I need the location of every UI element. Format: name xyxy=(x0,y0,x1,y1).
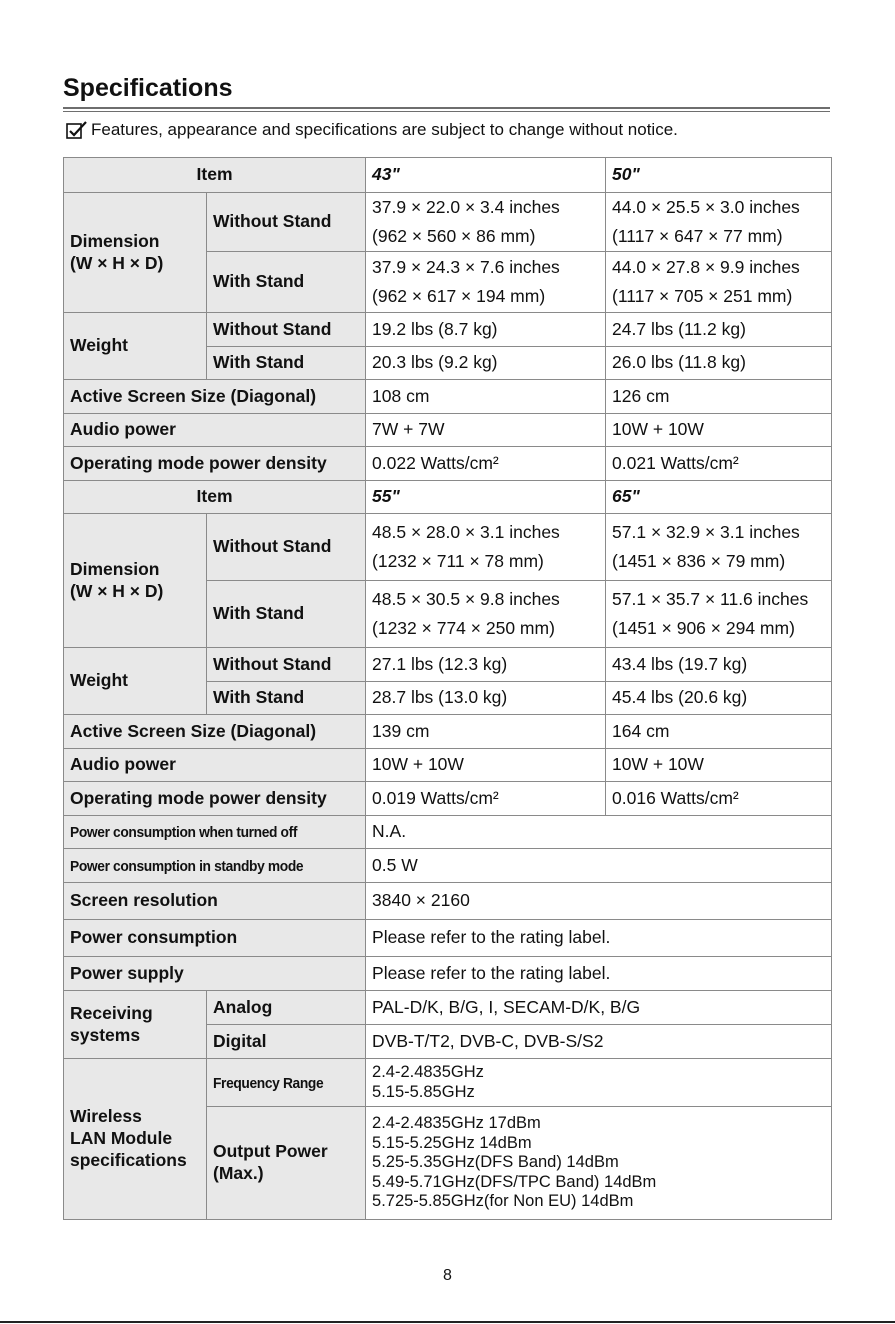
receiving-label: Receiving systems xyxy=(64,991,207,1059)
active-screen-43: 108 cm xyxy=(366,380,606,414)
output-power-value: 2.4-2.4835GHz 17dBm 5.15-5.25GHz 14dBm 5.25-5.35GHz(DFS Band) 14dBm 5.49-5.71GHz(DFS/TPC Band) 14dBm 5.725-5.85GHz(for Non EU) 14dBm xyxy=(366,1107,832,1220)
table-row xyxy=(64,816,832,849)
dim-without-55: 48.5 × 28.0 × 3.1 inches (1232 × 711 × 78 mm) xyxy=(366,514,606,581)
table-row xyxy=(64,920,832,957)
without-stand-label: Without Stand xyxy=(207,514,366,581)
weight-without-65: 43.4 lbs (19.7 kg) xyxy=(606,648,832,682)
table-row xyxy=(64,158,832,193)
size-65: 65" xyxy=(612,486,640,507)
weight-label: Weight xyxy=(64,648,207,715)
table-row xyxy=(64,648,832,682)
digital-label: Digital xyxy=(207,1025,366,1059)
audio-power-50: 10W + 10W xyxy=(606,414,832,447)
title-rule-thin xyxy=(63,111,830,112)
frequency-range-label: Frequency Range xyxy=(213,1074,324,1092)
weight-without-55: 27.1 lbs (12.3 kg) xyxy=(366,648,606,682)
power-off-value: N.A. xyxy=(366,816,832,849)
power-supply-label: Power supply xyxy=(64,957,366,991)
screen-resolution-value: 3840 × 2160 xyxy=(366,883,832,920)
table-row xyxy=(64,193,832,252)
power-standby-label: Power consumption in standby mode xyxy=(70,857,304,875)
audio-power-55: 10W + 10W xyxy=(366,749,606,782)
audio-power-label: Audio power xyxy=(64,414,366,447)
digital-value: DVB-T/T2, DVB-C, DVB-S/S2 xyxy=(366,1025,832,1059)
table-row xyxy=(64,782,832,816)
active-screen-label: Active Screen Size (Diagonal) xyxy=(64,715,366,749)
active-screen-65: 164 cm xyxy=(606,715,832,749)
notice xyxy=(66,120,678,140)
weight-without-43: 19.2 lbs (8.7 kg) xyxy=(366,313,606,347)
table-row xyxy=(64,447,832,481)
frequency-range-value: 2.4-2.4835GHz 5.15-5.85GHz xyxy=(366,1059,832,1107)
item-header: Item xyxy=(64,481,366,514)
without-stand-label: Without Stand xyxy=(207,648,366,682)
with-stand-label: With Stand xyxy=(207,347,366,380)
table-row xyxy=(64,883,832,920)
table-row xyxy=(64,313,832,347)
table-row xyxy=(64,749,832,782)
active-screen-label: Active Screen Size (Diagonal) xyxy=(64,380,366,414)
active-screen-50: 126 cm xyxy=(606,380,832,414)
analog-value: PAL-D/K, B/G, I, SECAM-D/K, B/G xyxy=(366,991,832,1025)
weight-without-50: 24.7 lbs (11.2 kg) xyxy=(606,313,832,347)
table-row xyxy=(64,414,832,447)
with-stand-label: With Stand xyxy=(207,581,366,648)
weight-with-50: 26.0 lbs (11.8 kg) xyxy=(606,347,832,380)
item-header: Item xyxy=(64,158,366,193)
op-density-label: Operating mode power density xyxy=(64,447,366,481)
without-stand-label: Without Stand xyxy=(207,313,366,347)
weight-with-43: 20.3 lbs (9.2 kg) xyxy=(366,347,606,380)
table-row xyxy=(64,991,832,1025)
table-row xyxy=(64,514,832,581)
output-power-label: Output Power (Max.) xyxy=(207,1107,366,1220)
size-55: 55" xyxy=(372,486,400,507)
audio-power-43: 7W + 7W xyxy=(366,414,606,447)
with-stand-label: With Stand xyxy=(207,252,366,313)
size-50: 50" xyxy=(612,164,640,185)
dim-without-43: 37.9 × 22.0 × 3.4 inches (962 × 560 × 86 mm) xyxy=(366,193,606,252)
dim-without-65: 57.1 × 32.9 × 3.1 inches (1451 × 836 × 79 mm) xyxy=(606,514,832,581)
dim-without-50: 44.0 × 25.5 × 3.0 inches (1117 × 647 × 77 mm) xyxy=(606,193,832,252)
page-number: 8 xyxy=(443,1267,452,1284)
with-stand-label: With Stand xyxy=(207,682,366,715)
dimension-label: Dimension (W × H × D) xyxy=(64,193,207,313)
table-row xyxy=(64,715,832,749)
dim-with-43: 37.9 × 24.3 × 7.6 inches (962 × 617 × 194 mm) xyxy=(366,252,606,313)
notice-text: Features, appearance and specifications are subject to change without notice. xyxy=(91,120,678,139)
weight-with-55: 28.7 lbs (13.0 kg) xyxy=(366,682,606,715)
table-row xyxy=(64,849,832,883)
checkbox-check-icon xyxy=(66,121,88,139)
power-standby-value: 0.5 W xyxy=(366,849,832,883)
table-row xyxy=(64,380,832,414)
dim-with-50: 44.0 × 27.8 × 9.9 inches (1117 × 705 × 251 mm) xyxy=(606,252,832,313)
power-off-label: Power consumption when turned off xyxy=(70,824,298,842)
power-consumption-label: Power consumption xyxy=(64,920,366,957)
power-consumption-value: Please refer to the rating label. xyxy=(366,920,832,957)
page-title: Specifications xyxy=(63,74,233,102)
weight-label: Weight xyxy=(64,313,207,380)
power-supply-value: Please refer to the rating label. xyxy=(366,957,832,991)
title-rule-thick xyxy=(63,107,830,109)
op-density-55: 0.019 Watts/cm² xyxy=(366,782,606,816)
spec-table xyxy=(63,157,832,1220)
dimension-label: Dimension (W × H × D) xyxy=(64,514,207,648)
dim-with-65: 57.1 × 35.7 × 11.6 inches (1451 × 906 × 294 mm) xyxy=(606,581,832,648)
table-row xyxy=(64,1059,832,1107)
without-stand-label: Without Stand xyxy=(207,193,366,252)
table-row xyxy=(64,481,832,514)
size-43: 43" xyxy=(372,164,400,185)
audio-power-label: Audio power xyxy=(64,749,366,782)
wireless-label: Wireless LAN Module specifications xyxy=(64,1059,207,1220)
audio-power-65: 10W + 10W xyxy=(606,749,832,782)
screen-resolution-label: Screen resolution xyxy=(64,883,366,920)
bottom-rule xyxy=(0,1321,895,1323)
op-density-65: 0.016 Watts/cm² xyxy=(606,782,832,816)
analog-label: Analog xyxy=(207,991,366,1025)
op-density-50: 0.021 Watts/cm² xyxy=(606,447,832,481)
weight-with-65: 45.4 lbs (20.6 kg) xyxy=(606,682,832,715)
table-row xyxy=(64,957,832,991)
op-density-43: 0.022 Watts/cm² xyxy=(366,447,606,481)
active-screen-55: 139 cm xyxy=(366,715,606,749)
op-density-label: Operating mode power density xyxy=(64,782,366,816)
dim-with-55: 48.5 × 30.5 × 9.8 inches (1232 × 774 × 250 mm) xyxy=(366,581,606,648)
